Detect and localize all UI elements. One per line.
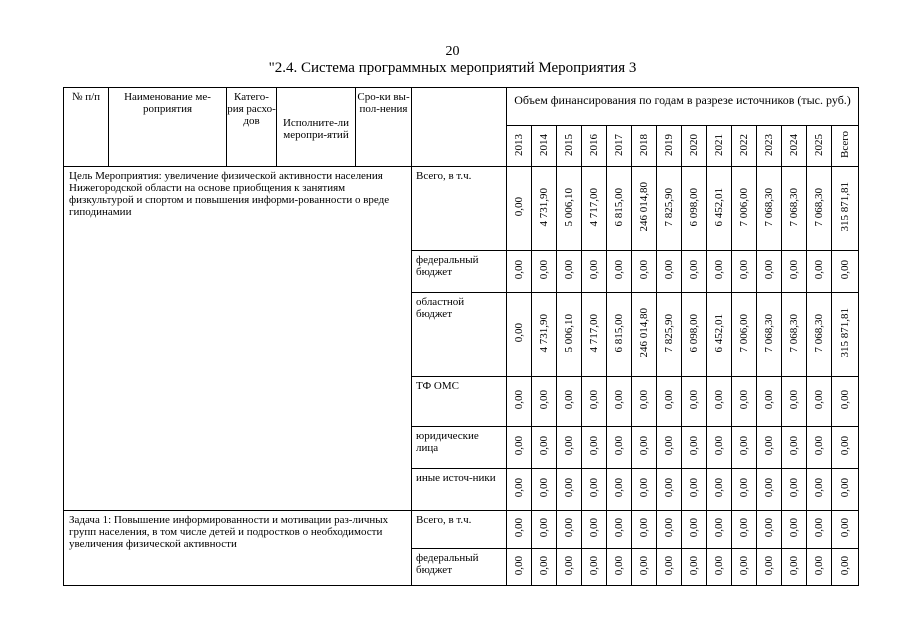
value-cell [657, 377, 682, 427]
value-text: 0,00 [613, 555, 625, 576]
value-cell [807, 511, 832, 549]
value-text: 0,00 [688, 436, 700, 456]
value-cell [732, 293, 757, 377]
value-cell [682, 469, 707, 511]
year-label: 2014 [538, 133, 550, 156]
value-text: 0,00 [839, 436, 851, 456]
year-header [582, 126, 607, 167]
source-label: ТФ ОМС [412, 377, 507, 427]
year-label: Всего [839, 131, 851, 158]
year-label: 2017 [613, 133, 625, 156]
year-label: 2022 [738, 133, 750, 156]
value-cell [557, 167, 582, 251]
value-cell [782, 293, 807, 377]
year-header [532, 126, 557, 167]
header-num: № п/п [64, 88, 109, 167]
year-header [732, 126, 757, 167]
value-text: 246 014,80 [638, 308, 650, 358]
value-cell [632, 511, 657, 549]
value-cell [757, 167, 782, 251]
value-cell [782, 427, 807, 469]
value-text: 0,00 [688, 555, 700, 576]
value-cell [632, 469, 657, 511]
year-label: 2023 [763, 133, 775, 156]
value-cell [607, 427, 632, 469]
value-text: 0,00 [663, 436, 675, 456]
value-cell [632, 293, 657, 377]
value-text: 0,00 [788, 260, 800, 280]
value-text: 0,00 [663, 260, 675, 280]
year-header [757, 126, 782, 167]
value-cell [707, 511, 732, 549]
header-source [412, 88, 507, 167]
value-cell [557, 427, 582, 469]
value-text: 0,00 [688, 478, 700, 498]
value-text: 0,00 [613, 518, 625, 538]
financing-table [63, 87, 859, 586]
value-text: 0,00 [588, 390, 600, 410]
year-header [707, 126, 732, 167]
value-cell [657, 251, 682, 293]
value-text: 0,00 [788, 518, 800, 538]
value-text: 0,00 [713, 518, 725, 538]
value-text: 0,00 [638, 260, 650, 280]
value-text: 6 098,00 [688, 187, 700, 227]
value-cell [607, 167, 632, 251]
value-cell [632, 251, 657, 293]
value-cell [507, 511, 532, 549]
header-executors: Исполните-ли меропри-ятий [277, 88, 356, 167]
value-text: 0,00 [613, 390, 625, 410]
value-text: 0,00 [813, 260, 825, 280]
value-text: 0,00 [839, 260, 851, 280]
value-text: 0,00 [513, 323, 525, 343]
value-cell [732, 469, 757, 511]
value-cell [657, 511, 682, 549]
value-cell [532, 293, 557, 377]
value-cell [557, 251, 582, 293]
value-text: 0,00 [688, 260, 700, 280]
year-label: 2015 [563, 133, 575, 156]
value-cell [832, 469, 859, 511]
value-text: 246 014,80 [638, 182, 650, 232]
value-cell [607, 549, 632, 586]
value-text: 0,00 [638, 436, 650, 456]
value-text: 0,00 [538, 390, 550, 410]
value-text: 0,00 [538, 436, 550, 456]
header-terms: Сро-ки вы-пол-нения [356, 88, 412, 167]
header-category: Катего-рия расхо-дов [227, 88, 277, 167]
value-text: 0,00 [763, 518, 775, 538]
value-text: 7 068,30 [763, 313, 775, 353]
year-header [632, 126, 657, 167]
value-cell [582, 511, 607, 549]
value-text: 0,00 [788, 390, 800, 410]
value-cell [707, 427, 732, 469]
value-cell [782, 549, 807, 586]
value-text: 0,00 [638, 478, 650, 498]
value-text: 0,00 [538, 478, 550, 498]
source-label: областной бюджет [412, 293, 507, 377]
value-text: 0,00 [613, 260, 625, 280]
value-cell [507, 377, 532, 427]
value-text: 0,00 [813, 555, 825, 576]
value-cell [682, 511, 707, 549]
value-text: 0,00 [738, 478, 750, 498]
value-text: 7 006,00 [738, 313, 750, 353]
value-text: 0,00 [563, 260, 575, 280]
source-label: Всего, в т.ч. [412, 511, 507, 549]
table-row [64, 511, 859, 549]
value-text: 0,00 [813, 390, 825, 410]
value-cell [657, 167, 682, 251]
value-cell [707, 377, 732, 427]
value-text: 0,00 [538, 518, 550, 538]
value-text: 0,00 [588, 518, 600, 538]
goal-text: Цель Мероприятия: увеличение физической активности населения Нижегородской области на основе приобщения к занятиям физкультурой и спортом и повышения информи-рованности о вреде гиподинамии [64, 167, 412, 511]
value-text: 7 068,30 [813, 313, 825, 353]
year-header [832, 126, 859, 167]
value-cell [807, 549, 832, 586]
value-cell [632, 167, 657, 251]
value-cell [707, 251, 732, 293]
value-cell [632, 427, 657, 469]
value-cell [782, 251, 807, 293]
value-text: 7 068,30 [813, 187, 825, 227]
year-header [782, 126, 807, 167]
year-header [807, 126, 832, 167]
value-cell [582, 293, 607, 377]
value-cell [757, 293, 782, 377]
value-cell [832, 549, 859, 586]
year-label: 2021 [713, 133, 725, 156]
value-text: 7 006,00 [738, 187, 750, 227]
value-text: 7 068,30 [788, 313, 800, 353]
value-cell [807, 167, 832, 251]
value-cell [757, 549, 782, 586]
value-cell [532, 469, 557, 511]
value-text: 0,00 [713, 436, 725, 456]
value-text: 0,00 [839, 518, 851, 538]
value-text: 0,00 [763, 390, 775, 410]
value-text: 0,00 [513, 555, 525, 576]
value-text: 0,00 [588, 260, 600, 280]
year-header [657, 126, 682, 167]
value-cell [682, 427, 707, 469]
value-cell [582, 167, 607, 251]
value-text: 0,00 [638, 390, 650, 410]
value-cell [507, 427, 532, 469]
value-text: 0,00 [513, 518, 525, 538]
source-label: федеральный бюджет [412, 549, 507, 586]
value-cell [657, 549, 682, 586]
value-text: 0,00 [588, 555, 600, 576]
source-label: федеральный бюджет [412, 251, 507, 293]
year-header [607, 126, 632, 167]
value-cell [682, 377, 707, 427]
value-text: 4 731,90 [538, 187, 550, 227]
value-cell [682, 293, 707, 377]
year-header [557, 126, 582, 167]
value-text: 6 452,01 [713, 313, 725, 353]
value-cell [607, 251, 632, 293]
value-text: 0,00 [563, 478, 575, 498]
year-label: 2024 [788, 133, 800, 156]
value-cell [707, 167, 732, 251]
value-cell [832, 251, 859, 293]
value-text: 0,00 [738, 555, 750, 576]
source-label: иные источ-ники [412, 469, 507, 511]
value-text: 0,00 [538, 555, 550, 576]
value-cell [807, 377, 832, 427]
value-cell [632, 549, 657, 586]
value-cell [557, 293, 582, 377]
year-label: 2020 [688, 133, 700, 156]
value-text: 0,00 [613, 436, 625, 456]
value-cell [832, 167, 859, 251]
value-text: 0,00 [839, 390, 851, 410]
value-cell [782, 167, 807, 251]
value-cell [657, 293, 682, 377]
value-cell [532, 549, 557, 586]
value-text: 6 452,01 [713, 187, 725, 227]
value-cell [707, 549, 732, 586]
value-text: 6 815,00 [613, 187, 625, 227]
value-text: 4 717,00 [588, 313, 600, 353]
value-text: 5 006,10 [563, 313, 575, 353]
value-cell [732, 251, 757, 293]
value-cell [732, 549, 757, 586]
value-cell [607, 469, 632, 511]
value-text: 0,00 [713, 260, 725, 280]
year-label: 2019 [663, 133, 675, 156]
value-cell [832, 293, 859, 377]
value-cell [807, 469, 832, 511]
value-text: 315 871,81 [839, 182, 851, 232]
source-label: юридические лица [412, 427, 507, 469]
value-cell [732, 167, 757, 251]
value-text: 0,00 [663, 478, 675, 498]
value-cell [757, 427, 782, 469]
value-text: 0,00 [763, 436, 775, 456]
value-text: 0,00 [513, 436, 525, 456]
value-text: 0,00 [763, 478, 775, 498]
value-text: 0,00 [663, 390, 675, 410]
value-text: 0,00 [763, 260, 775, 280]
value-text: 5 006,10 [563, 187, 575, 227]
value-text: 0,00 [738, 436, 750, 456]
value-text: 7 825,90 [663, 313, 675, 353]
value-text: 0,00 [839, 555, 851, 576]
value-text: 7 825,90 [663, 187, 675, 227]
value-cell [632, 377, 657, 427]
value-cell [657, 427, 682, 469]
value-cell [557, 377, 582, 427]
value-text: 0,00 [513, 390, 525, 410]
value-text: 0,00 [713, 478, 725, 498]
value-text: 4 717,00 [588, 187, 600, 227]
value-cell [807, 293, 832, 377]
header-name: Наименование ме-роприятия [109, 88, 227, 167]
value-text: 0,00 [813, 518, 825, 538]
value-cell [582, 469, 607, 511]
value-cell [532, 167, 557, 251]
value-text: 0,00 [538, 260, 550, 280]
value-text: 7 068,30 [788, 187, 800, 227]
value-cell [507, 549, 532, 586]
value-text: 0,00 [613, 478, 625, 498]
value-cell [582, 549, 607, 586]
source-label: Всего, в т.ч. [412, 167, 507, 251]
value-text: 0,00 [688, 390, 700, 410]
value-cell [832, 427, 859, 469]
year-header [507, 126, 532, 167]
value-text: 0,00 [738, 260, 750, 280]
value-text: 0,00 [663, 555, 675, 576]
value-cell [807, 427, 832, 469]
value-cell [782, 511, 807, 549]
year-header [682, 126, 707, 167]
table-row [64, 167, 859, 251]
value-text: 0,00 [513, 197, 525, 217]
value-text: 0,00 [813, 436, 825, 456]
value-text: 0,00 [638, 518, 650, 538]
value-cell [832, 511, 859, 549]
value-text: 0,00 [763, 555, 775, 576]
page-number: 20 [445, 44, 460, 59]
value-cell [507, 251, 532, 293]
value-cell [607, 377, 632, 427]
value-text: 0,00 [688, 518, 700, 538]
value-cell [557, 469, 582, 511]
value-cell [557, 549, 582, 586]
value-text: 0,00 [638, 555, 650, 576]
value-cell [582, 251, 607, 293]
value-text: 0,00 [588, 478, 600, 498]
value-text: 0,00 [513, 260, 525, 280]
value-text: 0,00 [563, 390, 575, 410]
value-text: 0,00 [513, 478, 525, 498]
value-cell [682, 549, 707, 586]
value-cell [507, 167, 532, 251]
value-cell [532, 427, 557, 469]
value-text: 0,00 [788, 478, 800, 498]
value-text: 0,00 [738, 518, 750, 538]
page-title: "2.4. Система программных мероприятий Мероприятия 3 [268, 60, 637, 76]
value-cell [582, 427, 607, 469]
header-financing: Объем финансирования по годам в разрезе источников (тыс. руб.) [507, 88, 859, 126]
value-cell [607, 511, 632, 549]
value-text: 0,00 [563, 555, 575, 576]
value-cell [832, 377, 859, 427]
year-label: 2013 [513, 133, 525, 156]
value-text: 0,00 [563, 518, 575, 538]
value-cell [732, 377, 757, 427]
value-cell [732, 427, 757, 469]
value-text: 0,00 [663, 518, 675, 538]
year-label: 2016 [588, 133, 600, 156]
value-cell [807, 251, 832, 293]
value-cell [582, 377, 607, 427]
value-cell [707, 293, 732, 377]
value-cell [782, 469, 807, 511]
value-text: 7 068,30 [763, 187, 775, 227]
value-text: 0,00 [713, 555, 725, 576]
year-label: 2025 [813, 133, 825, 156]
value-text: 0,00 [788, 555, 800, 576]
value-text: 0,00 [738, 390, 750, 410]
value-cell [532, 251, 557, 293]
value-text: 315 871,81 [839, 308, 851, 358]
value-cell [532, 377, 557, 427]
value-cell [507, 293, 532, 377]
value-text: 6 098,00 [688, 313, 700, 353]
value-cell [732, 511, 757, 549]
value-cell [557, 511, 582, 549]
value-cell [757, 511, 782, 549]
value-text: 6 815,00 [613, 313, 625, 353]
value-cell [657, 469, 682, 511]
value-cell [607, 293, 632, 377]
value-cell [707, 469, 732, 511]
value-cell [532, 511, 557, 549]
value-text: 0,00 [788, 436, 800, 456]
task-text: Задача 1: Повышение информированности и мотивации раз-личных групп населения, в том числе детей и подростков о необходимости увеличения физической активности [64, 511, 412, 586]
value-cell [507, 469, 532, 511]
value-text: 0,00 [713, 390, 725, 410]
value-cell [757, 377, 782, 427]
value-cell [782, 377, 807, 427]
value-text: 0,00 [563, 436, 575, 456]
value-text: 4 731,90 [538, 313, 550, 353]
year-label: 2018 [638, 133, 650, 156]
value-cell [757, 469, 782, 511]
value-cell [757, 251, 782, 293]
value-cell [682, 251, 707, 293]
value-text: 0,00 [839, 478, 851, 498]
value-text: 0,00 [588, 436, 600, 456]
value-text: 0,00 [813, 478, 825, 498]
value-cell [682, 167, 707, 251]
